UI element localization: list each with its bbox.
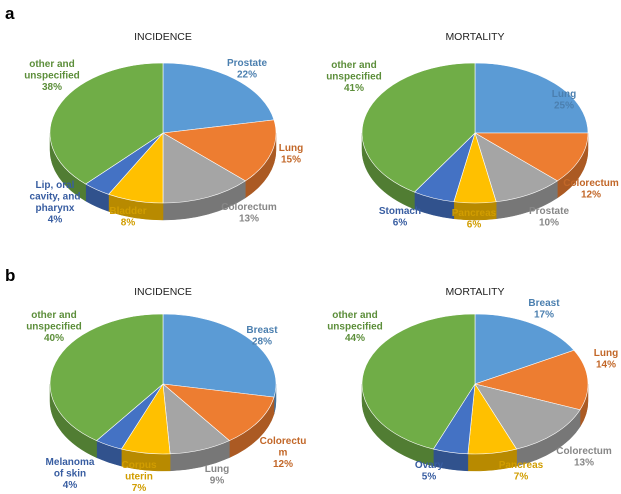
slice-value-bladder: 8% [120,217,136,229]
pie-chart-mortality-a [326,60,619,231]
slice-label-lip-oral-cavity-and-pharynx: Lip, oral cavity, and pharynx 4% [29,180,81,226]
slice-value-colorectum: 13% [238,213,260,225]
slice-label-lung: Lung 25% [551,89,577,112]
slice-value-lung: 9% [209,475,225,487]
slice-label-pancreas: Pancreas 6% [451,208,497,231]
slice-label-other-and-unspecified: other and unspecified 38% [24,59,80,93]
slice-value-lung: 15% [280,154,302,166]
slice-value-prostate: 22% [236,69,258,81]
panel-letter-a: a [5,4,15,23]
slice-label-colorectum: Colorectum 12% [563,178,619,201]
slice-value-other-and-unspecified: 38% [41,82,63,93]
slice-label-prostate: Prostate 22% [226,58,268,81]
chart-title-mortality-b: MORTALITY [445,286,505,298]
slice-label-lung: Lung 15% [278,143,304,166]
slice-value-colorectum: 12% [272,459,294,470]
slice-value-lip-oral-cavity-and-pharynx: 4% [47,214,63,226]
slice-value-other-and-unspecified: 44% [344,333,366,344]
slice-label-bladder: Bladder 8% [109,206,147,229]
slice-value-colorectum: 12% [580,189,602,201]
chart-title-mortality-a: MORTALITY [445,31,505,43]
pie-chart-mortality-b [327,298,618,483]
slice-value-pancreas: 6% [466,219,482,231]
slice-label-prostate: Prostate 10% [528,206,570,229]
slice-label-other-and-unspecified: other and unspecified 44% [327,310,383,344]
slice-value-corpus-uterin: 7% [131,483,147,494]
slice-value-pancreas: 7% [513,471,529,483]
slice-label-breast: Breast 28% [246,325,278,348]
slice-value-prostate: 10% [538,217,560,229]
slice-label-corpus-uterin: Corpus uterin 7% [121,460,157,494]
slice-value-breast: 28% [251,336,273,348]
slice-label-lung: Lung 9% [204,464,230,487]
slice-value-ovary: 5% [421,471,437,483]
slice-label-lung: Lung 14% [593,348,619,371]
slice-label-other-and-unspecified: other and unspecified 41% [326,60,382,94]
chart-title-incidence-b: INCIDENCE [134,286,192,298]
slice-label-melanoma-of-skin: Melanoma of skin 4% [45,457,95,491]
slice-value-lung: 25% [553,100,575,112]
slice-label-pancreas: Pancreas 7% [498,460,544,483]
slice-label-colorectum: Colorectum 13% [556,446,612,469]
slice-value-breast: 17% [533,309,555,321]
chart-title-incidence-a: INCIDENCE [134,31,192,43]
slice-value-other-and-unspecified: 41% [343,83,365,94]
slice-value-lung: 14% [595,359,617,371]
slice-label-stomach: Stomach 6% [378,206,422,229]
slice-label-colorectum: Colorectu m 12% [259,436,307,470]
pie-chart-incidence-b [26,310,306,494]
slice-value-other-and-unspecified: 40% [43,333,65,344]
slice-label-breast: Breast 17% [528,298,560,321]
panel-letter-b: b [5,266,16,285]
slice-value-colorectum: 13% [573,457,595,469]
slice-value-melanoma-of-skin: 4% [62,480,78,491]
slice-label-ovary: Ovary 5% [414,460,444,483]
slice-label-other-and-unspecified: other and unspecified 40% [26,310,82,344]
pie-chart-incidence-a [24,58,303,229]
slice-label-colorectum: Colorectum 13% [221,202,277,225]
slice-value-stomach: 6% [392,217,408,229]
